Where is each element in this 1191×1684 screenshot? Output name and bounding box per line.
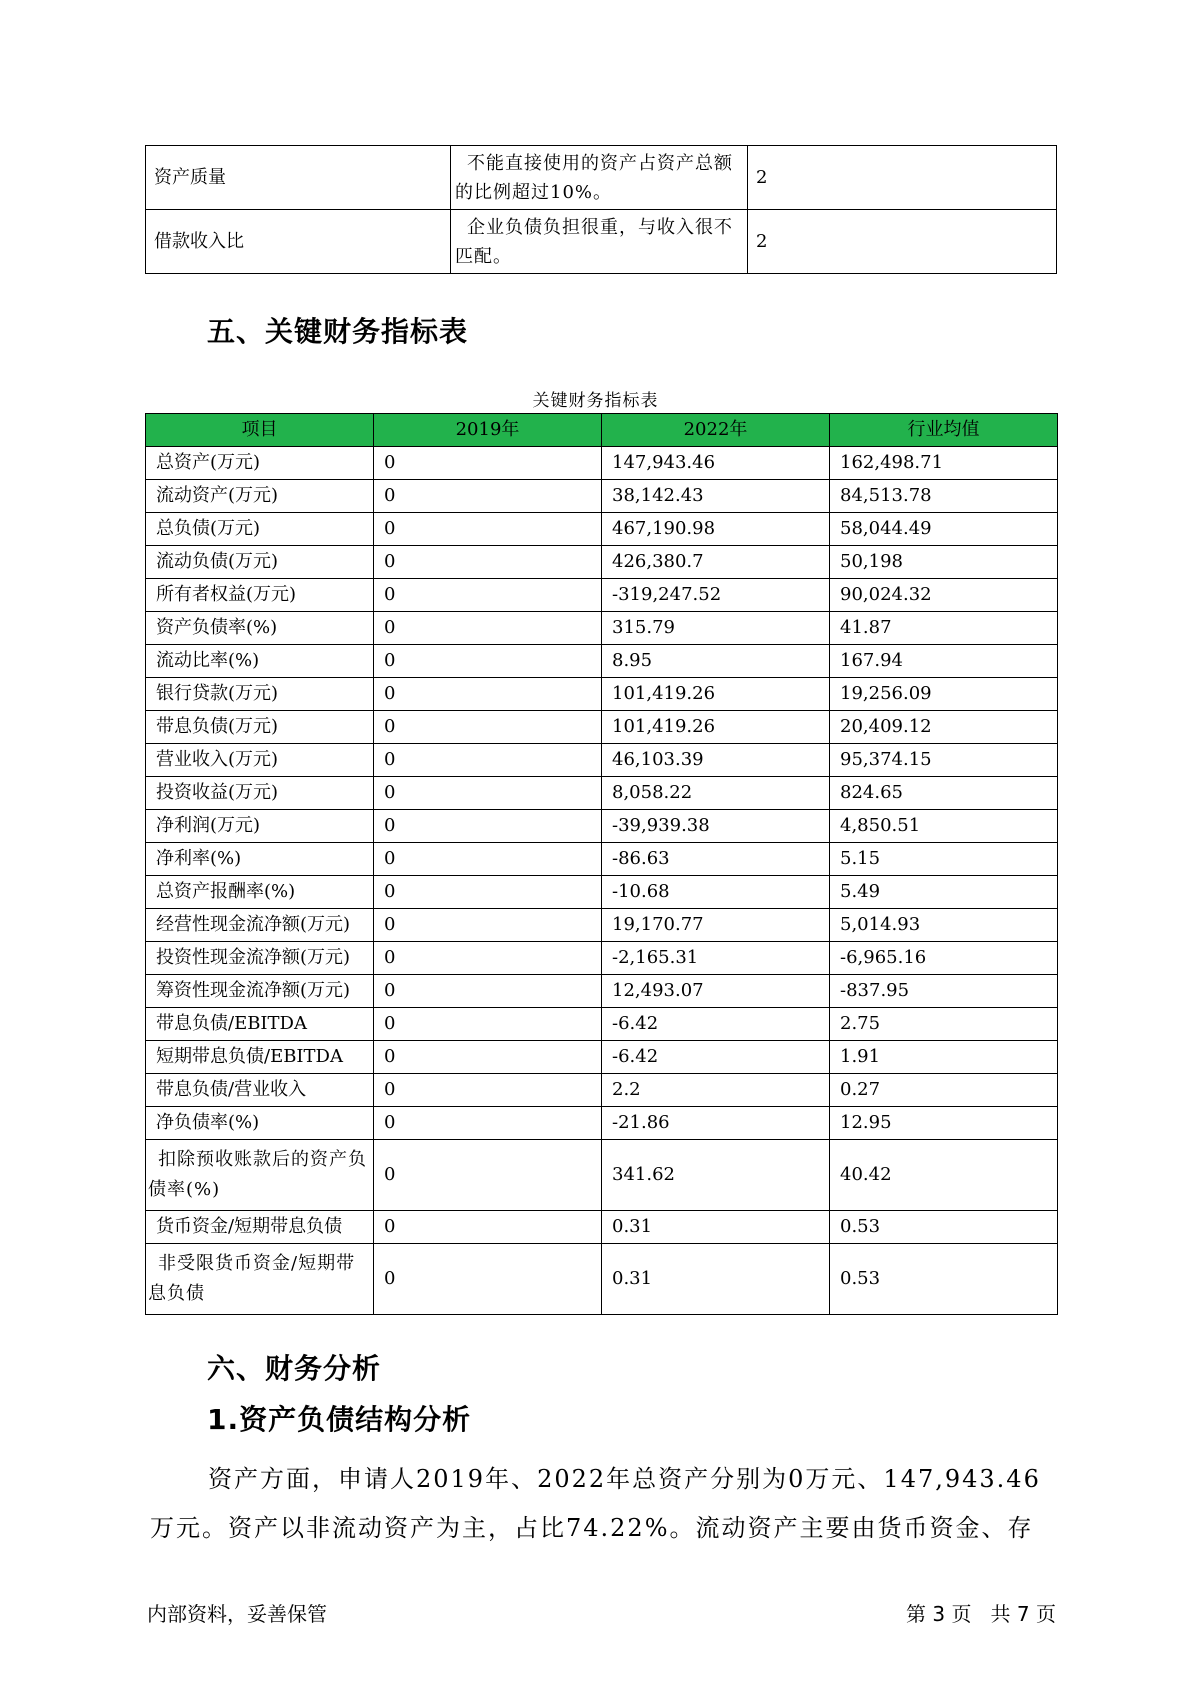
footer-page-number: 第 3 页 共 7 页 xyxy=(906,1602,1056,1626)
value-2022: -6.42 xyxy=(602,1008,830,1041)
value-industry-avg: 0.27 xyxy=(830,1074,1058,1107)
risk-desc: 企业负债负担很重，与收入很不匹配。 xyxy=(451,210,748,274)
value-2022: -21.86 xyxy=(602,1107,830,1140)
section-5-title: 五、关键财务指标表 xyxy=(207,315,469,348)
value-industry-avg: 41.87 xyxy=(830,612,1058,645)
value-2019: 0 xyxy=(374,942,602,975)
row-label: 带息负债(万元) xyxy=(146,711,374,744)
financial-indicators-table xyxy=(145,413,1058,1315)
value-industry-avg: 162,498.71 xyxy=(830,447,1058,480)
value-2019: 0 xyxy=(374,711,602,744)
header-industry-avg: 行业均值 xyxy=(830,414,1058,447)
table-row xyxy=(146,1074,1058,1107)
value-industry-avg: -837.95 xyxy=(830,975,1058,1008)
value-2019: 0 xyxy=(374,645,602,678)
value-2019: 0 xyxy=(374,1140,602,1211)
table-row xyxy=(146,612,1058,645)
row-label: 流动比率(%) xyxy=(146,645,374,678)
risk-score: 2 xyxy=(748,210,1057,274)
risk-item: 借款收入比 xyxy=(146,210,451,274)
value-industry-avg: 4,850.51 xyxy=(830,810,1058,843)
value-2019: 0 xyxy=(374,909,602,942)
value-industry-avg: -6,965.16 xyxy=(830,942,1058,975)
row-label: 净负债率(%) xyxy=(146,1107,374,1140)
value-industry-avg: 84,513.78 xyxy=(830,480,1058,513)
value-2019: 0 xyxy=(374,744,602,777)
table-row xyxy=(146,810,1058,843)
table-row xyxy=(146,678,1058,711)
value-2022: 12,493.07 xyxy=(602,975,830,1008)
row-label: 经营性现金流净额(万元) xyxy=(146,909,374,942)
risk-desc: 不能直接使用的资产占资产总额的比例超过10%。 xyxy=(451,146,748,210)
value-industry-avg: 2.75 xyxy=(830,1008,1058,1041)
table-row xyxy=(146,513,1058,546)
risk-item: 资产质量 xyxy=(146,146,451,210)
table-row xyxy=(146,1244,1058,1315)
value-2019: 0 xyxy=(374,1211,602,1244)
table-row xyxy=(146,1140,1058,1211)
value-2022: -2,165.31 xyxy=(602,942,830,975)
table-row xyxy=(146,480,1058,513)
value-2019: 0 xyxy=(374,810,602,843)
table-row xyxy=(146,1107,1058,1140)
value-2022: 315.79 xyxy=(602,612,830,645)
table-row xyxy=(146,843,1058,876)
value-2019: 0 xyxy=(374,975,602,1008)
value-2019: 0 xyxy=(374,1041,602,1074)
row-label: 带息负债/EBITDA xyxy=(146,1008,374,1041)
value-2022: 0.31 xyxy=(602,1244,830,1315)
row-label: 投资收益(万元) xyxy=(146,777,374,810)
value-2019: 0 xyxy=(374,1107,602,1140)
row-label: 净利润(万元) xyxy=(146,810,374,843)
value-2022: 8.95 xyxy=(602,645,830,678)
risk-score: 2 xyxy=(748,146,1057,210)
value-2019: 0 xyxy=(374,513,602,546)
risk-row xyxy=(146,210,1057,274)
value-2022: 8,058.22 xyxy=(602,777,830,810)
value-industry-avg: 12.95 xyxy=(830,1107,1058,1140)
value-2022: 19,170.77 xyxy=(602,909,830,942)
value-industry-avg: 40.42 xyxy=(830,1140,1058,1211)
row-label: 流动资产(万元) xyxy=(146,480,374,513)
value-2022: 341.62 xyxy=(602,1140,830,1211)
section-6-title: 六、财务分析 xyxy=(207,1352,382,1385)
row-label: 所有者权益(万元) xyxy=(146,579,374,612)
value-industry-avg: 1.91 xyxy=(830,1041,1058,1074)
table-row xyxy=(146,942,1058,975)
row-label: 货币资金/短期带息负债 xyxy=(146,1211,374,1244)
value-2019: 0 xyxy=(374,612,602,645)
value-industry-avg: 167.94 xyxy=(830,645,1058,678)
value-industry-avg: 50,198 xyxy=(830,546,1058,579)
row-label: 银行贷款(万元) xyxy=(146,678,374,711)
value-2022: 0.31 xyxy=(602,1211,830,1244)
value-2019: 0 xyxy=(374,876,602,909)
row-label: 总负债(万元) xyxy=(146,513,374,546)
value-2019: 0 xyxy=(374,579,602,612)
value-2019: 0 xyxy=(374,546,602,579)
value-industry-avg: 824.65 xyxy=(830,777,1058,810)
value-2019: 0 xyxy=(374,447,602,480)
table-row xyxy=(146,744,1058,777)
header-item: 项目 xyxy=(146,414,374,447)
value-industry-avg: 95,374.15 xyxy=(830,744,1058,777)
header-2019: 2019年 xyxy=(374,414,602,447)
value-2019: 0 xyxy=(374,678,602,711)
value-industry-avg: 5.49 xyxy=(830,876,1058,909)
row-label: 流动负债(万元) xyxy=(146,546,374,579)
value-2019: 0 xyxy=(374,1244,602,1315)
value-2022: -10.68 xyxy=(602,876,830,909)
value-industry-avg: 5,014.93 xyxy=(830,909,1058,942)
table-row xyxy=(146,1008,1058,1041)
table-caption: 关键财务指标表 xyxy=(532,391,659,411)
value-2022: 101,419.26 xyxy=(602,678,830,711)
row-label: 扣除预收账款后的资产负债率(%) xyxy=(146,1140,374,1211)
row-label: 净利率(%) xyxy=(146,843,374,876)
risk-row xyxy=(146,146,1057,210)
value-2019: 0 xyxy=(374,480,602,513)
header-2022: 2022年 xyxy=(602,414,830,447)
value-2022: 467,190.98 xyxy=(602,513,830,546)
value-2019: 0 xyxy=(374,843,602,876)
footer-confidential: 内部资料，妥善保管 xyxy=(147,1602,327,1626)
table-row xyxy=(146,711,1058,744)
value-2019: 0 xyxy=(374,777,602,810)
table-row xyxy=(146,777,1058,810)
value-2022: -6.42 xyxy=(602,1041,830,1074)
value-2022: 426,380.7 xyxy=(602,546,830,579)
value-2019: 0 xyxy=(374,1074,602,1107)
risk-table xyxy=(145,145,1057,274)
value-2022: 38,142.43 xyxy=(602,480,830,513)
value-2022: -86.63 xyxy=(602,843,830,876)
row-label: 总资产(万元) xyxy=(146,447,374,480)
row-label: 资产负债率(%) xyxy=(146,612,374,645)
value-industry-avg: 0.53 xyxy=(830,1211,1058,1244)
row-label: 筹资性现金流净额(万元) xyxy=(146,975,374,1008)
value-industry-avg: 19,256.09 xyxy=(830,678,1058,711)
value-2022: 46,103.39 xyxy=(602,744,830,777)
table-row xyxy=(146,645,1058,678)
value-industry-avg: 90,024.32 xyxy=(830,579,1058,612)
row-label: 投资性现金流净额(万元) xyxy=(146,942,374,975)
row-label: 营业收入(万元) xyxy=(146,744,374,777)
value-industry-avg: 20,409.12 xyxy=(830,711,1058,744)
table-row xyxy=(146,975,1058,1008)
table-row xyxy=(146,876,1058,909)
value-2022: -39,939.38 xyxy=(602,810,830,843)
table-header-row xyxy=(146,414,1058,447)
value-2022: 2.2 xyxy=(602,1074,830,1107)
row-label: 带息负债/营业收入 xyxy=(146,1074,374,1107)
value-2019: 0 xyxy=(374,1008,602,1041)
value-2022: 101,419.26 xyxy=(602,711,830,744)
row-label: 总资产报酬率(%) xyxy=(146,876,374,909)
table-row xyxy=(146,1041,1058,1074)
body-paragraph: 资产方面，申请人2019年、2022年总资产分别为0万元、147,943.46万元。资产以非流动资产为主，占比74.22%。流动资产主要由货币资金、存 xyxy=(150,1465,1041,1542)
value-2022: 147,943.46 xyxy=(602,447,830,480)
table-row xyxy=(146,546,1058,579)
value-industry-avg: 58,044.49 xyxy=(830,513,1058,546)
subsection-1-title: 1.资产负债结构分析 xyxy=(207,1403,472,1436)
table-row xyxy=(146,579,1058,612)
table-row xyxy=(146,447,1058,480)
value-2022: -319,247.52 xyxy=(602,579,830,612)
value-industry-avg: 0.53 xyxy=(830,1244,1058,1315)
table-row xyxy=(146,1211,1058,1244)
table-row xyxy=(146,909,1058,942)
row-label: 短期带息负债/EBITDA xyxy=(146,1041,374,1074)
row-label: 非受限货币资金/短期带息负债 xyxy=(146,1244,374,1315)
value-industry-avg: 5.15 xyxy=(830,843,1058,876)
